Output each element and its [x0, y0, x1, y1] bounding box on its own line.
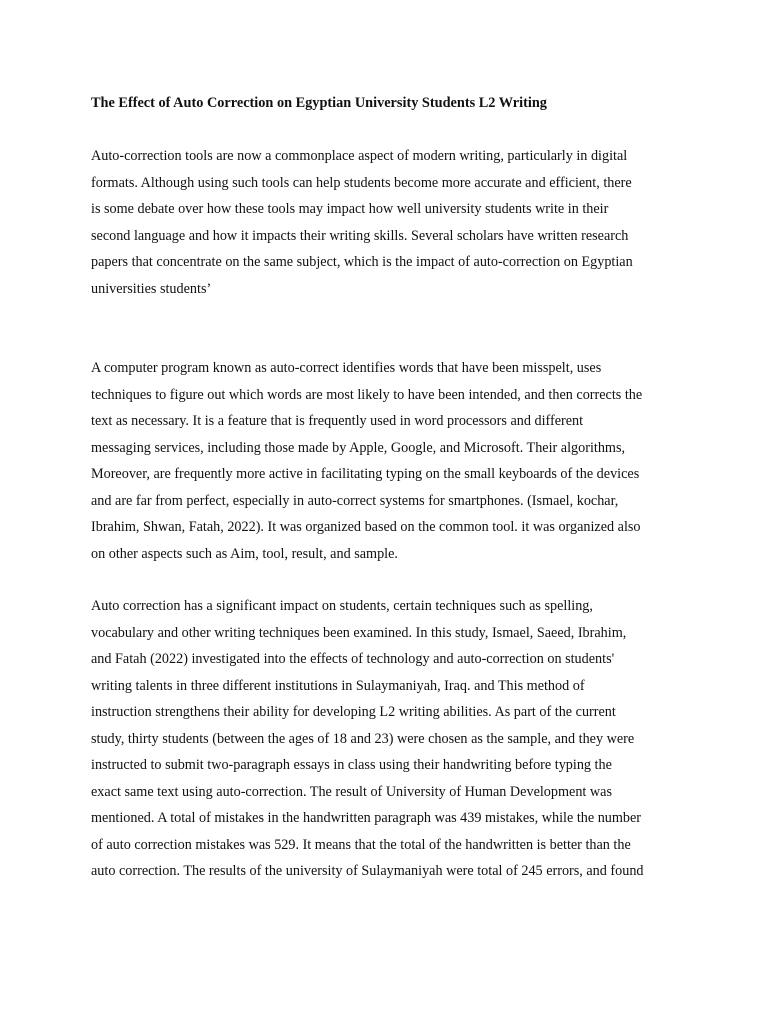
paragraph-line: exact same text using auto-correction. The result of University of Human Development was: [91, 783, 612, 800]
paragraph-line: of auto correction mistakes was 529. It means that the total of the handwritten is better than the: [91, 836, 631, 853]
paragraph-line: on other aspects such as Aim, tool, result, and sample.: [91, 545, 398, 562]
paragraph-autocorrect-definition: [91, 355, 682, 567]
paragraph-line: Auto-correction tools are now a commonplace aspect of modern writing, particularly in digital: [91, 148, 628, 164]
paragraph-intro: [91, 143, 682, 302]
paragraph-line: writing talents in three different institutions in Sulaymaniyah, Iraq. and This method of: [91, 677, 585, 694]
paragraph-line: messaging services, including those made by Apple, Google, and Microsoft. Their algorithms,: [91, 439, 626, 456]
paragraph-line: vocabulary and other writing techniques been examined. In this study, Ismael, Saeed, Ibrahim,: [91, 624, 627, 641]
paragraph-study-results: [91, 593, 682, 885]
paragraph-line: and are far from perfect, especially in auto-correct systems for smartphones. (Ismael, kochar,: [91, 492, 619, 509]
paragraph-line: universities students’: [91, 280, 212, 297]
paragraph-line: and Fatah (2022) investigated into the effects of technology and auto-correction on students': [91, 651, 615, 667]
paragraph-line: papers that concentrate on the same subject, which is the impact of auto-correction on Egyptian: [91, 254, 633, 270]
paragraph-line: instructed to submit two-paragraph essays in class using their handwriting before typing the: [91, 757, 612, 773]
paragraph-line: auto correction. The results of the university of Sulaymaniyah were total of 245 errors, and found: [91, 863, 644, 879]
paragraph-line: mentioned. A total of mistakes in the handwritten paragraph was 439 mistakes, while the number: [91, 810, 642, 826]
paragraph-line: is some debate over how these tools may impact how well university students write in their: [91, 201, 609, 217]
paragraph-line: Auto correction has a significant impact on students, certain techniques such as spelling,: [91, 598, 593, 614]
paragraph-line: formats. Although using such tools can help students become more accurate and efficient, there: [91, 174, 632, 191]
paragraph-line: Moreover, are frequently more active in facilitating typing on the small keyboards of the devices: [91, 466, 640, 482]
paragraph-line: Ibrahim, Shwan, Fatah, 2022). It was organized based on the common tool. it was organized also: [91, 519, 641, 535]
paragraph-line: study, thirty students (between the ages of 18 and 23) were chosen as the sample, and they were: [91, 730, 635, 747]
paragraph-line: instruction strengthens their ability for developing L2 writing abilities. As part of the current: [91, 704, 616, 720]
paragraph-line: text as necessary. It is a feature that is frequently used in word processors and different: [91, 413, 584, 429]
paragraph-line: techniques to figure out which words are most likely to have been intended, and then corrects the: [91, 386, 643, 403]
paragraph-line: second language and how it impacts their writing skills. Several scholars have written research: [91, 227, 629, 244]
paragraph-line: A computer program known as auto-correct identifies words that have been misspelt, uses: [91, 360, 602, 376]
document-title: The Effect of Auto Correction on Egyptian University Students L2 Writing: [91, 95, 547, 111]
